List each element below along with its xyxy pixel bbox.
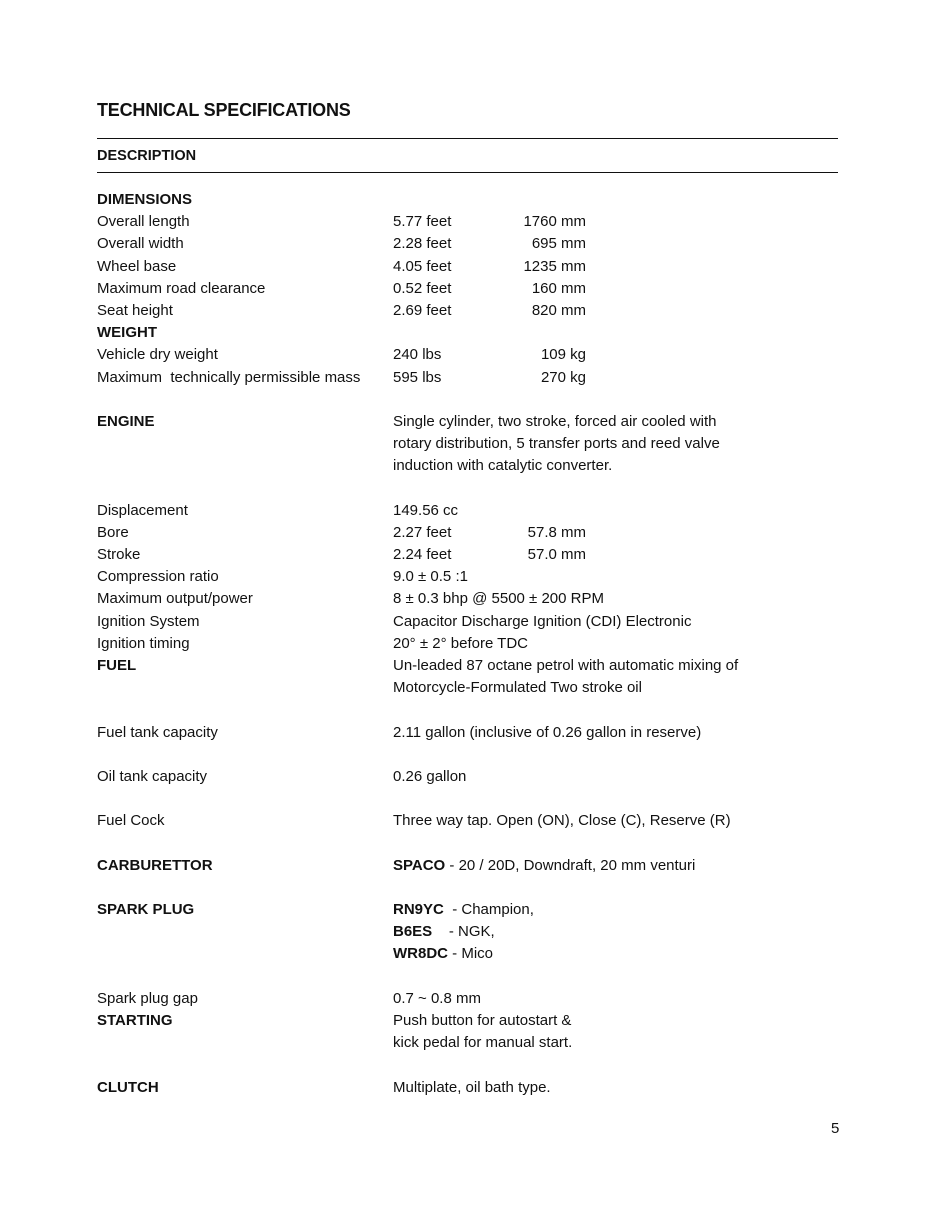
spec-row: Vehicle dry weight 240 lbs 109 kg: [97, 346, 586, 364]
spec-row: Bore 2.27 feet 57.8 mm: [97, 523, 586, 541]
spec-row: Spark plug gap 0.7 ~ 0.8 mm: [97, 989, 481, 1007]
spec-row: Overall length 5.77 feet 1760 mm: [97, 213, 586, 231]
spark-plug-code: B6ES: [393, 923, 433, 941]
spec-row: Maximum road clearance 0.52 feet 160 mm: [97, 279, 586, 297]
page-title: TECHNICAL SPECIFICATIONS: [97, 100, 351, 120]
spec-row: Stroke 2.24 feet 57.0 mm: [97, 546, 586, 563]
spec-row: Maximum output/power 8 ± 0.3 bhp @ 5500 ± 200 RPM: [97, 590, 604, 608]
spec-row: Wheel base 4.05 feet 1235 mm: [97, 257, 586, 275]
section-heading-weight: WEIGHT: [97, 324, 157, 342]
spec-table: [97, 189, 797, 1099]
section-heading-starting: STARTING Push button for autostart &: [97, 1011, 572, 1029]
spec-row: Seat height 2.69 feet 820 mm: [97, 301, 586, 319]
spec-row: Fuel Cock Three way tap. Open (ON), Close (C), Reserve (R): [97, 812, 731, 830]
spark-plug-line: [97, 943, 797, 965]
spark-plug-line: [97, 921, 797, 943]
spec-row: Ignition System Capacitor Discharge Ignition (CDI) Electronic: [97, 612, 692, 630]
starting-description-line: kick pedal for manual start.: [393, 1034, 573, 1052]
carburettor-spec: - 20 / 20D, Downdraft, 20 mm venturi: [445, 856, 696, 874]
engine-description-line: rotary distribution, 5 transfer ports and reed valve: [393, 435, 720, 453]
carburettor-brand: SPACO: [393, 856, 446, 874]
fuel-description-line: Motorcycle-Formulated Two stroke oil: [393, 679, 642, 697]
engine-description-line: induction with catalytic converter.: [393, 457, 613, 475]
top-divider: [97, 138, 838, 139]
spec-row: Compression ratio 9.0 ± 0.5 :1: [97, 568, 468, 586]
spec-row: Fuel tank capacity 2.11 gallon (inclusive of 0.26 gallon in reserve): [97, 723, 702, 741]
spark-plug-maker: - NGK,: [432, 923, 495, 941]
spec-row: Maximum technically permissible mass 595 lbs 270 kg: [97, 368, 586, 386]
spark-plug-maker: - Mico: [448, 945, 493, 963]
section-heading-dimensions: DIMENSIONS: [97, 191, 193, 208]
section-heading-fuel: FUEL Un-leaded 87 octane petrol with automatic mixing of: [97, 656, 739, 674]
description-header: DESCRIPTION: [97, 148, 197, 164]
spark-plug-code: RN9YC: [393, 901, 444, 918]
spec-row: Overall width 2.28 feet 695 mm: [97, 235, 586, 253]
spec-row: Oil tank capacity 0.26 gallon: [97, 767, 467, 785]
header-divider: [97, 172, 838, 173]
spec-row: Displacement 149.56 cc: [97, 501, 459, 519]
section-heading-clutch: CLUTCH Multiplate, oil bath type.: [97, 1078, 551, 1096]
section-heading-engine: ENGINE Single cylinder, two stroke, forced air cooled with: [97, 412, 717, 430]
spark-plug-code: WR8DC: [393, 945, 448, 963]
spec-row: Ignition timing 20° ± 2° before TDC: [97, 634, 529, 652]
section-heading-carburettor: CARBURETTOR SPACO - 20 / 20D, Downdraft, 20 mm venturi: [97, 856, 696, 874]
section-heading-spark-plug: SPARK PLUG RN9YC - Champion,: [97, 901, 534, 918]
page-number: 5: [831, 1120, 840, 1137]
spark-plug-maker: - Champion,: [443, 901, 534, 918]
